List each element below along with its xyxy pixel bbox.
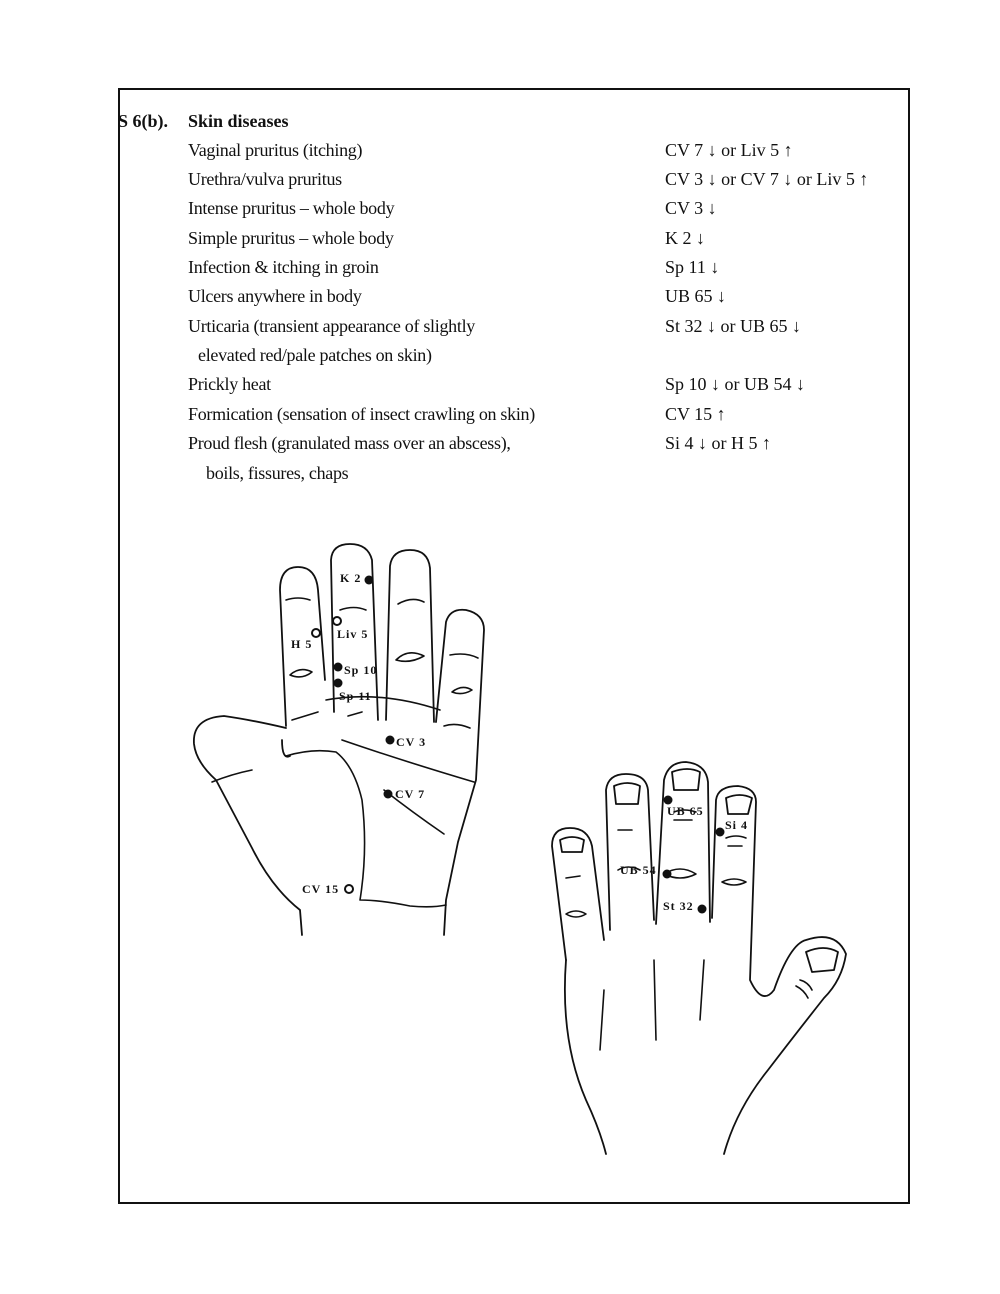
treatment-points: CV 15 ↑ bbox=[665, 404, 726, 424]
condition-name: Ulcers anywhere in body bbox=[188, 286, 362, 306]
palm-point-cv7 bbox=[384, 787, 426, 801]
palm-point-h5 bbox=[291, 629, 320, 651]
palm-hand-outline bbox=[194, 544, 484, 935]
treatment-points: CV 3 ↓ bbox=[665, 198, 717, 218]
condition-name: Prickly heat bbox=[188, 374, 271, 394]
svg-text:St 32: St 32 bbox=[663, 899, 694, 913]
svg-text:Sp 11: Sp 11 bbox=[339, 689, 372, 703]
back-point-si4 bbox=[716, 818, 749, 837]
svg-text:Liv 5: Liv 5 bbox=[337, 627, 369, 641]
condition-name: Infection & itching in groin bbox=[188, 257, 379, 277]
condition-name: Proud flesh (granulated mass over an abscess), bbox=[188, 433, 511, 453]
treatment-points: CV 7 ↓ or Liv 5 ↑ bbox=[665, 140, 793, 160]
treatment-points: CV 3 ↓ or CV 7 ↓ or Liv 5 ↑ bbox=[665, 169, 869, 189]
treatment-points: Sp 11 ↓ bbox=[665, 257, 720, 277]
treatment-points: K 2 ↓ bbox=[665, 228, 705, 248]
condition-name: Intense pruritus – whole body bbox=[188, 198, 395, 218]
palm-point-k2 bbox=[340, 571, 374, 585]
svg-text:CV 15: CV 15 bbox=[302, 882, 340, 896]
back-point-ub54 bbox=[620, 863, 672, 879]
condition-continuation: elevated red/pale patches on skin) bbox=[198, 345, 432, 365]
palm-point-liv5 bbox=[333, 617, 368, 641]
back-hand-outline bbox=[552, 762, 846, 1154]
palm-lines bbox=[212, 598, 478, 907]
svg-text:CV 3: CV 3 bbox=[396, 735, 427, 749]
condition-name: Simple pruritus – whole body bbox=[188, 228, 394, 248]
condition-name: Formication (sensation of insect crawling on skin) bbox=[188, 404, 535, 424]
svg-text:Sp 10: Sp 10 bbox=[344, 663, 378, 677]
treatment-points: Si 4 ↓ or H 5 ↑ bbox=[665, 433, 772, 453]
palm-point-cv3 bbox=[386, 735, 427, 749]
condition-name: Urethra/vulva pruritus bbox=[188, 169, 342, 189]
svg-text:K 2: K 2 bbox=[340, 571, 362, 585]
section-number: S 6(b). bbox=[118, 111, 169, 131]
treatment-points: St 32 ↓ or UB 65 ↓ bbox=[665, 316, 802, 336]
palm-point-cv15 bbox=[302, 882, 353, 896]
svg-text:CV 7: CV 7 bbox=[395, 787, 426, 801]
condition-name: Urticaria (transient appearance of slightly bbox=[188, 316, 475, 336]
treatment-points: Sp 10 ↓ or UB 54 ↓ bbox=[665, 374, 806, 394]
section-title: Skin diseases bbox=[188, 111, 289, 131]
treatment-points: UB 65 ↓ bbox=[665, 286, 727, 306]
palm-point-sp11 bbox=[334, 679, 372, 704]
condition-name: Vaginal pruritus (itching) bbox=[188, 140, 363, 160]
svg-text:Si 4: Si 4 bbox=[725, 818, 749, 832]
back-point-st32 bbox=[663, 899, 707, 914]
svg-text:UB 54: UB 54 bbox=[620, 863, 657, 877]
svg-text:H 5: H 5 bbox=[291, 637, 313, 651]
palm-point-sp10 bbox=[334, 663, 378, 678]
back-point-ub65 bbox=[664, 796, 704, 819]
svg-text:UB 65: UB 65 bbox=[667, 804, 704, 818]
condition-continuation: boils, fissures, chaps bbox=[206, 463, 349, 483]
